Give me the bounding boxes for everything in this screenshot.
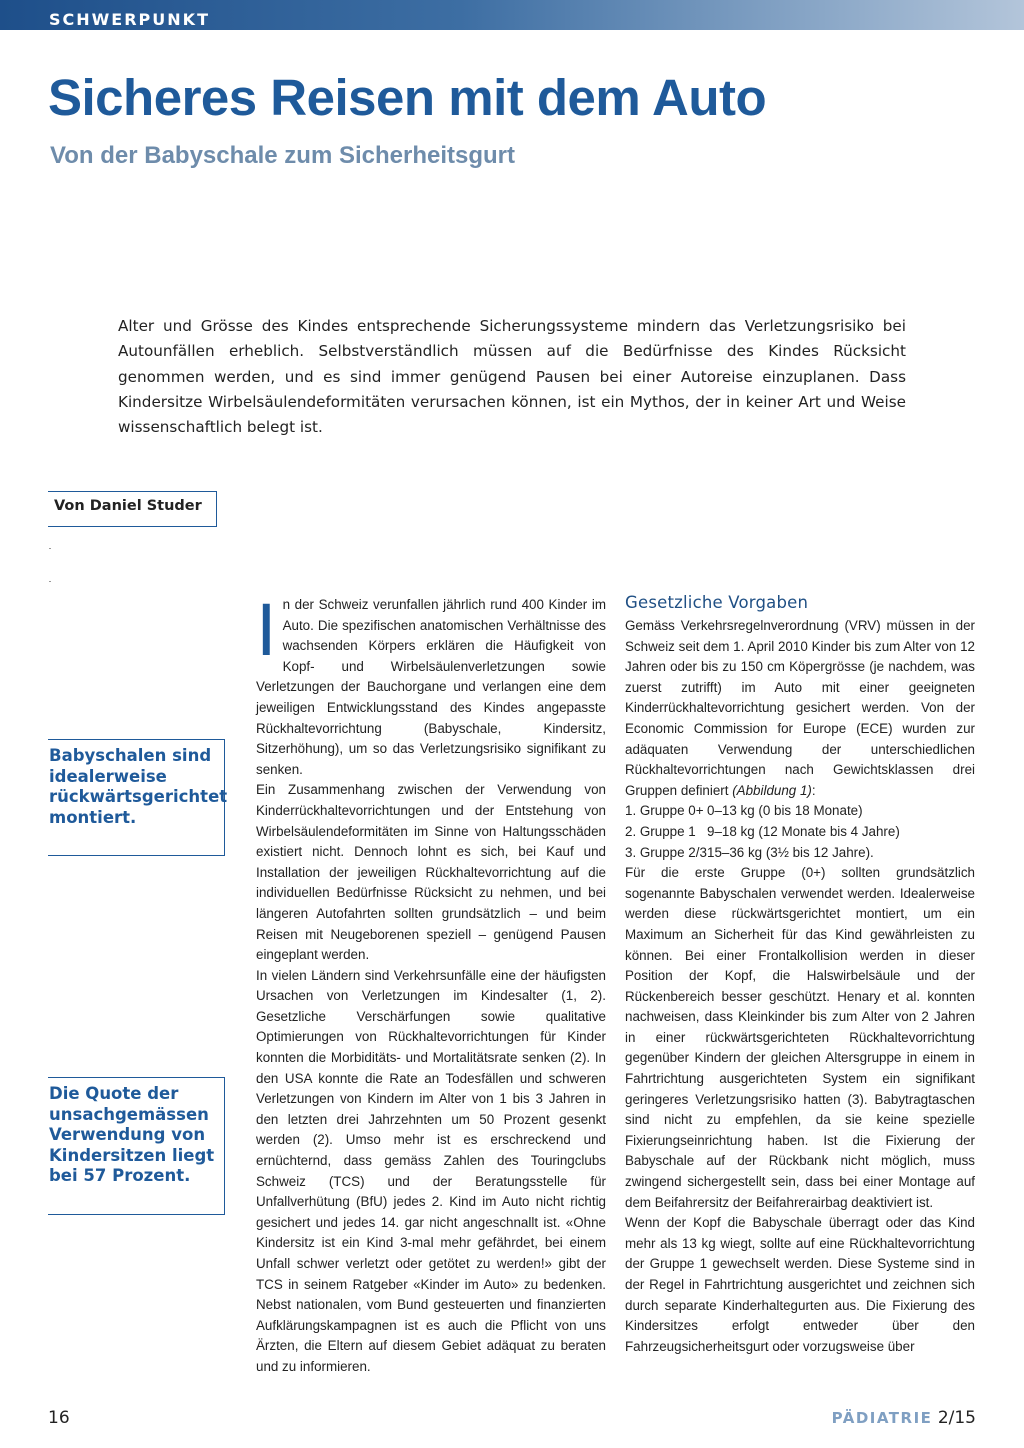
journal-name: PÄDIATRIE	[831, 1409, 933, 1427]
pull-quote: Babyschalen sind idealerweise rückwärtsgerichtet montiert.	[48, 739, 225, 856]
paragraph-punctuation: :	[811, 782, 816, 798]
paragraph: Für die erste Gruppe (0+) sollten grundsätzlich sogenannte Babyschalen verwendet werden. Idealerweise werden diese rückwärtsgerichtet montiert, um ein Maximum an Sicherheit für das Kind gewährleisten zu können. Bei einer Frontalkollision werden in dieser Position der Kopf, die Halswirbelsäule und der Rückenbereich besser geschützt. Henary et al. konnten nachweisen, dass Kleinkinder bis zum Alter von 2 Jahren in einer rückwärtsgerichteten Rückhaltevorrichtung gegenüber Kindern der gleichen Altersgruppe in einem in Fahrtrichtung ausgerichteten System ein signifikant geringeres Verletzungsrisiko hatten (3). Babytragtaschen sind nicht zu empfehlen, da sie keine spezielle Fixierungseinrichtung haben. Ist die Fixierung der Babyschale auf der Rückbank nicht möglich, muss zwingend sichergestellt sein, dass bei einer Montage auf dem Beifahrersitz der Beifahrerairbag deaktiviert ist.	[625, 865, 975, 1210]
page-number: 16	[48, 1408, 70, 1428]
figure-reference: (Abbildung 1)	[732, 782, 812, 798]
group-description: 15–36 kg (3½ bis 12 Jahre).	[707, 844, 874, 860]
text-column-2	[625, 592, 975, 1357]
group-list-item	[625, 843, 975, 864]
group-list-item	[625, 822, 975, 843]
paragraph-text: Gemäss Verkehrsregelnverordnung (VRV) müssen in der Schweiz seit dem 1. April 2010 Kinder bis zum Alter von 12 Jahren oder bis zu 150 cm Köpergrösse (je nachdem, was zuerst zutrifft) im Auto mit einer geeigneten Kinderrückhaltevorrichtung gesichert werden. Von der Economic Commission for Europe (ECE) wurden zur adäquaten Verwendung der unterschiedlichen Rückhaltevorrichtungen nach Gewichtsklassen drei Gruppen definiert	[625, 618, 975, 798]
paragraph	[625, 616, 975, 801]
group-name: 3. Gruppe 2/3	[625, 844, 707, 860]
group-description: 0–13 kg (0 bis 18 Monate)	[707, 803, 863, 819]
paragraph: Ein Zusammenhang zwischen der Verwendung von Kinderrückhaltevorrichtungen und der Entstehung von Wirbelsäulendeformitäten im Sinne von Haltungsschäden existiert nicht. Dennoch lohnt es sich, bei Kauf und Installation der jeweiligen Rückhaltevorrichtung auf die individuellen Bedürfnisse Rücksicht zu nehmen, und bei längeren Autofahrten sollten grundsätzlich – und beim Reisen mit Neugeborenen speziell – genügend Pausen eingeplant werden.	[256, 782, 606, 963]
drop-cap: I	[256, 588, 277, 671]
journal-issue: 2/15	[937, 1408, 976, 1428]
divider-mark	[49, 548, 51, 549]
article-title: Sicheres Reisen mit dem Auto	[48, 69, 767, 126]
section-label: SCHWERPUNKT	[49, 10, 210, 29]
paragraph: In vielen Ländern sind Verkehrsunfälle eine der häufigsten Ursachen von Verletzungen im Kindesalter (1, 2). Gesetzliche Verschärfungen sowie qualitative Optimierungen von Rückhaltevorrichtungen für Kinder konnten die Morbiditäts- und Mortalitätsrate senken (2). In den USA konnte die Rate an Todesfällen und schweren Verletzungen von Kindern im Alter von 1 bis 3 Jahren in den letzten drei Jahrzehnten um 50 Prozent gesenkt werden (2). Umso mehr ist es erschreckend und ernüchternd, dass gemäss Zahlen des Touringclubs Schweiz (TCS) und der Beratungsstelle für Unfallverhütung (BfU) jedes 2. Kind im Auto nicht richtig gesichert und jedes 14. gar nicht angeschnallt ist. «Ohne Kindersitz ist ein Kind 3-mal mehr gefährdet, bei einem Unfall schwer verletzt oder getötet zu werden!» gibt der TCS in seinem Ratgeber «Kinder im Auto» zu bedenken. Nebst nationalen, vom Bund gesteuerten und finanzierten Aufklärungskampagnen ist es auch die Pflicht von uns Ärzten, die Eltern auf diesem Gebiet adäquat zu beraten und zu informieren.	[256, 967, 606, 1374]
group-name: 2. Gruppe 1	[625, 823, 696, 839]
pull-quote: Die Quote der unsachgemässen Verwendung von Kindersitzen liegt bei 57 Prozent.	[48, 1077, 225, 1215]
group-name: 1. Gruppe 0+	[625, 803, 704, 819]
author-byline: Von Daniel Studer	[48, 491, 217, 527]
article-lead: Alter und Grösse des Kindes entsprechende Sicherungssysteme mindern das Verletzungsrisiko bei Autounfällen erheblich. Selbstverständlich müssen auf die Bedürfnisse des Kindes Rücksicht genommen werden, und es sind immer genügend Pausen bei einer Autoreise einzuplanen. Dass Kindersitze Wirbelsäulendeformitäten verursachen können, ist ein Mythos, der in keiner Art und Weise wissenschaftlich belegt ist.	[118, 317, 906, 437]
text-column-1	[256, 588, 606, 1378]
group-description: 9–18 kg (12 Monate bis 4 Jahre)	[707, 823, 900, 839]
paragraph: Wenn der Kopf die Babyschale überragt oder das Kind mehr als 13 kg wiegt, sollte auf eine Rückhaltevorrichtung der Gruppe 1 gewechselt werden. Diese Systeme sind in der Regel in Fahrtrichtung ausgerichtet und zeichnen sich durch separate Kinderhaltegurten aus. Die Fixierung des Kindersitzes erfolgt entweder über den Fahrzeugsicherheitsgurt oder vorzugsweise über	[625, 1215, 975, 1354]
group-list-item	[625, 801, 975, 822]
section-heading: Gesetzliche Vorgaben	[625, 593, 809, 612]
divider-mark	[49, 581, 51, 582]
journal-footer	[832, 1408, 976, 1428]
article-subtitle: Von der Babyschale zum Sicherheitsgurt	[50, 142, 516, 169]
paragraph: n der Schweiz verunfallen jährlich rund 400 Kinder im Auto. Die spezifischen anatomischen Verhältnisse des wachsenden Körpers erklären die Häufigkeit von Kopf- und Wirbelsäulenverletzungen sowie Verletzungen der Bauchorgane und verlangen eine dem jeweiligen Entwicklungsstand des Kindes angepasste Rückhaltevorrichtung (Babyschale, Kindersitz, Sitzerhöhung), um so das Verletzungsrisiko signifikant zu senken.	[256, 597, 606, 777]
